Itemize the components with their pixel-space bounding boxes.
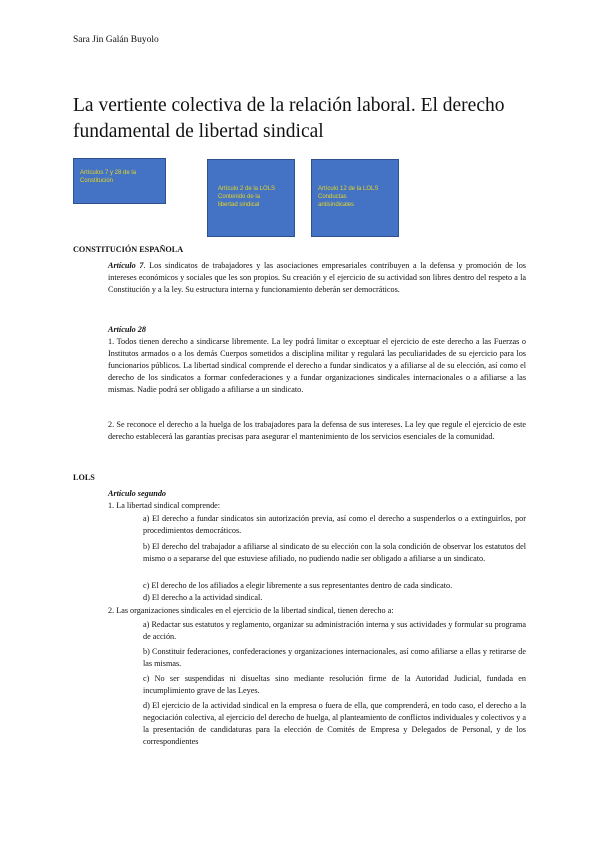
lols-item-1b: b) El derecho del trabajador a afiliarse al sindicato de su elección con la sola condición de observar los estatutos del mismo o a separarse del que estuviese afiliado, no pudiendo nadie ser obligado a afiliarse a un sindicato. [143, 542, 526, 563]
lols-paragraph-2: 2. Las organizaciones sindicales en el ejercicio de la libertad sindical, tienen derecho a: [108, 606, 394, 615]
box-line: Constitución [80, 178, 114, 184]
lols-item-2d: d) El ejercicio de la actividad sindical en la empresa o fuera de ella, que comprenderá, en todo caso, el derecho a la negociación colectiva, al ejercicio del derecho de huelga, al planteamiento de conflictos individuales y colectivos y a la presentación de candidaturas para la elección de Comités de Empresa y Delegados de Personal, y de los correspondientes [143, 701, 526, 746]
lols-item-1a: a) El derecho a fundar sindicatos sin autorización previa, así como el derecho a suspenderlos o a extinguirlos, por procedimientos democráticos. [143, 514, 526, 535]
box-line: antisindicales [318, 202, 355, 208]
article-28-label: Artículo 28 [108, 325, 146, 334]
box-line: Artículo 2 de la LOLS [218, 186, 276, 192]
lols-item-2b: b) Constituir federaciones, confederaciones y organizaciones internacionales, así como afiliarse a ellas y retirarse de las mismas. [143, 647, 526, 668]
lols-item-1d: d) El derecho a la actividad sindical. [143, 593, 263, 602]
section-heading-lols: LOLS [73, 473, 95, 482]
lols-article-label: Artículo segundo [108, 489, 167, 498]
box-line: libertad sindical [218, 202, 260, 208]
article-7-text: . Los sindicatos de trabajadores y las asociaciones empresariales contribuyen a la defensa y promoción de los intereses económicos y sociales que les son propios. Su creación y el ejercicio de su actividad son libres dentro del respeto a la Constitución y a la ley. Su estructura interna y funcionamiento deberán ser democráticos. [108, 261, 526, 294]
box-line: Contenido de la [218, 194, 261, 200]
lols-item-2a: a) Redactar sus estatutos y reglamento, organizar su administración interna y sus actividades y formular su programa de acción. [143, 620, 526, 641]
lols-paragraph-1: 1. La libertad sindical comprende: [108, 501, 221, 510]
author-name: Sara Jin Galán Buyolo [73, 35, 159, 45]
box-line: Artículo 12 de la LOLS [318, 186, 379, 192]
diagram-box-constitucion [73, 158, 166, 204]
diagram-box-lols-art2 [207, 159, 295, 237]
lols-item-1c: c) El derecho de los afiliados a elegir libremente a sus representantes dentro de cada sindicato. [143, 581, 453, 590]
section-heading-constitucion: CONSTITUCIÓN ESPAÑOLA [73, 245, 184, 254]
lols-item-2c: c) No ser suspendidas ni disueltas sino mediante resolución firme de la Autoridad Judicial, fundada en incumplimiento grave de las Leyes. [143, 674, 526, 695]
diagram-box-lols-art12 [311, 159, 399, 237]
article-7-paragraph [108, 260, 526, 296]
page-title: La vertiente colectiva de la relación laboral. El derecho fundamental de libertad sindical [73, 95, 505, 142]
article-7-label: Artículo 7 [108, 261, 144, 270]
box-line: Artículos 7 y 28 de la [80, 170, 137, 176]
article-28-paragraph-1: 1. Todos tienen derecho a sindicarse libremente. La ley podrá limitar o exceptuar el ejercicio de este derecho a las Fuerzas o Institutos armados o a los demás Cuerpos sometidos a disciplina militar y regulará las peculiaridades de su ejercicio para los funcionarios públicos. La libertad sindical comprende el derecho a fundar sindicatos y a afiliarse al de su elección, así como el derecho de los sindicatos a formar confederaciones y a fundar organizaciones sindicales internacionales o a afiliarse a las mismas. Nadie podrá ser obligado a afiliarse a un sindicato. [108, 337, 526, 394]
article-28-paragraph-2: 2. Se reconoce el derecho a la huelga de los trabajadores para la defensa de sus intereses. La ley que regule el ejercicio de este derecho establecerá las garantías precisas para asegurar el mantenimiento de los servicios esenciales de la comunidad. [108, 420, 526, 441]
box-line: Conductas [318, 194, 347, 200]
